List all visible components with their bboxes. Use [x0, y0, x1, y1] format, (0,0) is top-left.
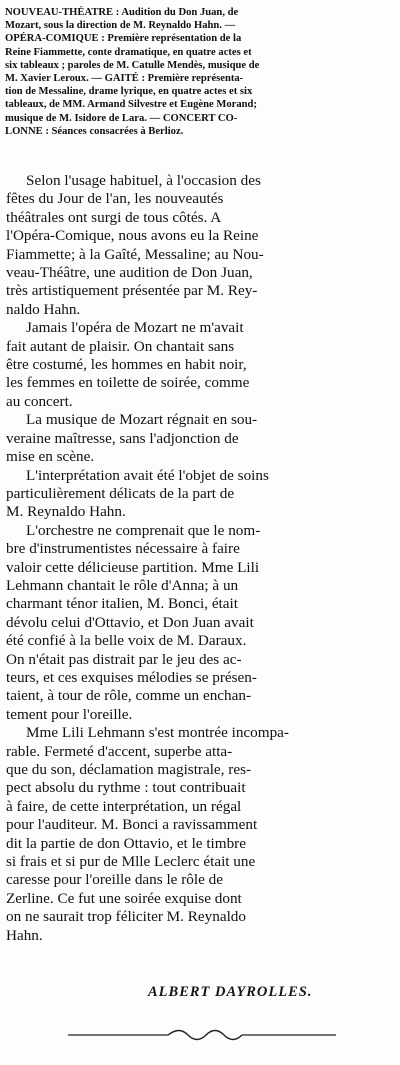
- header-line: tion de Messaline, drame lyrique, en quatre actes et six: [5, 86, 253, 98]
- body-line: fait autant de plaisir. On chantait sans: [6, 337, 235, 355]
- header-line: Reine Fiammette, conte dramatique, en quatre actes et: [5, 46, 252, 58]
- body-line: On n'était pas distrait par le jeu des ac-: [6, 650, 242, 668]
- body-line: La musique de Mozart régnait en sou-: [26, 411, 258, 429]
- body-line: Zerline. Ce fut une soirée exquise dont: [6, 889, 242, 907]
- body-line: mise en scène.: [6, 448, 95, 466]
- body-line: veau-Théâtre, une audition de Don Juan,: [6, 264, 253, 282]
- body-line: Selon l'usage habituel, à l'occasion des: [26, 172, 261, 189]
- body-line: pect absolu du rythme : tout contribuait: [6, 779, 246, 797]
- body-line: à faire, de cette interprétation, un régal: [6, 797, 242, 815]
- article-body: [6, 172, 391, 945]
- body-line: Fiammette; à la Gaîté, Messaline; au Nou-: [6, 245, 264, 263]
- header-summary: [5, 6, 391, 138]
- body-line: bre d'instrumentistes nécessaire à faire: [6, 540, 240, 558]
- body-line: L'interprétation avait été l'objet de soins: [26, 466, 269, 484]
- body-line: particulièrement délicats de la part de: [6, 484, 235, 502]
- body-line: que du son, déclamation magistrale, res-: [6, 761, 252, 778]
- body-line: fêtes du Jour de l'an, les nouveautés: [6, 190, 224, 208]
- body-line: Lehmann chantait le rôle d'Anna; à un: [6, 576, 239, 594]
- body-line: M. Reynaldo Hahn.: [6, 503, 126, 521]
- body-line: on ne saurait trop féliciter M. Reynaldo: [6, 908, 246, 926]
- body-line: été confié à la belle voix de M. Daraux.: [6, 632, 247, 650]
- header-line: musique de M. Isidore de Lara. — CONCERT CO-: [5, 112, 238, 124]
- header-line: Mozart, sous la direction de M. Reynaldo Hahn. —: [5, 20, 236, 32]
- ornament-divider: [66, 1027, 338, 1043]
- header-line: M. Xavier Leroux. — GAITÉ : Première représenta-: [5, 73, 244, 85]
- body-line: être costumé, les hommes en habit noir,: [6, 356, 247, 374]
- body-line: dit la partie de don Ottavio, et le timbre: [6, 834, 246, 852]
- author-signature: ALBERT DAYROLLES.: [148, 984, 313, 1000]
- body-line: tement pour l'oreille.: [6, 705, 133, 723]
- body-line: pour l'auditeur. M. Bonci a ravissamment: [6, 816, 258, 834]
- body-line: Hahn.: [6, 926, 43, 944]
- body-line: théâtrales ont surgi de tous côtés. A: [6, 208, 222, 226]
- body-line: naldo Hahn.: [6, 300, 81, 318]
- body-line: Jamais l'opéra de Mozart ne m'avait: [26, 319, 244, 337]
- body-line: l'Opéra-Comique, nous avons eu la Reine: [6, 227, 259, 245]
- body-line: teurs, et ces exquises mélodies se présen-: [6, 668, 257, 686]
- header-line: OPÉRA-COMIQUE : Première représentation de la: [5, 33, 242, 45]
- body-line: Mme Lili Lehmann s'est montrée incompa-: [26, 724, 289, 742]
- body-line: charmant ténor italien, M. Bonci, était: [6, 595, 238, 613]
- body-line: rable. Fermeté d'accent, superbe atta-: [6, 742, 233, 760]
- body-line: très artistiquement présentée par M. Rey-: [6, 282, 258, 300]
- body-line: dévolu celui d'Ottavio, et Don Juan avait: [6, 613, 254, 631]
- body-line: taient, à tour de rôle, comme un enchan-: [6, 687, 252, 705]
- body-line: caresse pour l'oreille dans le rôle de: [6, 871, 223, 889]
- header-line: NOUVEAU-THÉATRE : Audition du Don Juan, de: [5, 7, 239, 18]
- header-line: tableaux, de MM. Armand Silvestre et Eugène Morand;: [5, 99, 257, 111]
- body-line: L'orchestre ne comprenait que le nom-: [26, 521, 261, 539]
- header-line: six tableaux ; paroles de M. Catulle Mendès, musique de: [5, 59, 260, 71]
- body-line: valoir cette délicieuse partition. Mme Lili: [6, 558, 260, 576]
- body-line: les femmes en toilette de soirée, comme: [6, 374, 250, 392]
- body-line: veraine maîtresse, sans l'adjonction de: [6, 429, 239, 447]
- body-line: si frais et si pur de Mlle Leclerc était une: [6, 853, 256, 871]
- header-line: LONNE : Séances consacrées à Berlioz.: [5, 125, 184, 137]
- body-line: au concert.: [6, 392, 73, 410]
